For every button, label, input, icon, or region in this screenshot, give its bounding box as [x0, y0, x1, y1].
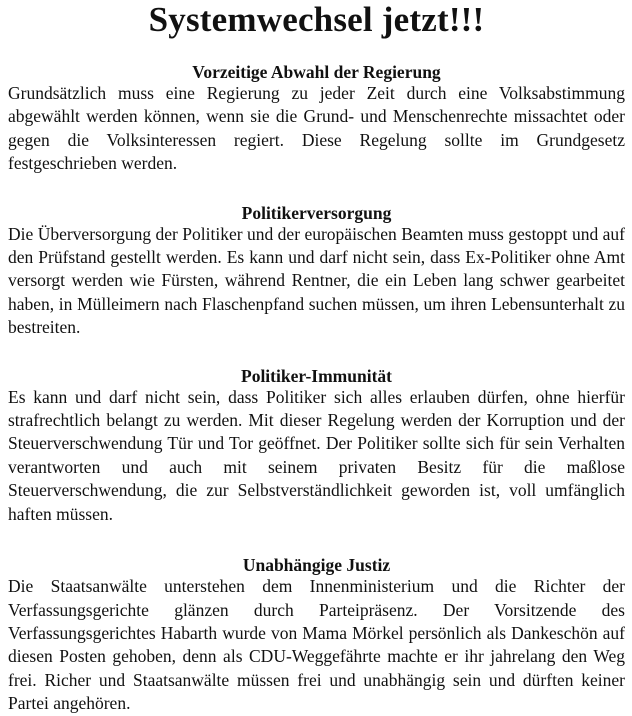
section-politikerversorgung	[8, 203, 625, 340]
section-paragraph: Grundsätzlich muss eine Regierung zu jeder Zeit durch eine Volksabstimmung abgewählt werden können, wenn sie die Grund- und Menschenrechte missachtet oder gegen die Volksinteressen regiert. Diese Regelung sollte im Grundgesetz festgeschrieben werden.	[8, 83, 625, 174]
section-heading: Politikerversorgung	[241, 202, 392, 223]
page-title: Systemwechsel jetzt!!!	[148, 0, 485, 39]
section-heading: Politiker-Immunität	[241, 365, 392, 386]
section-heading: Unabhängige Justiz	[242, 555, 391, 576]
section-paragraph: Die Überversorgung der Politiker und der europäischen Beamten muss gestoppt und auf den Prüfstand gestellt werden. Es kann und darf nicht sein, dass Ex-Politiker ohne Amt versorgt werden wie Fürsten, während Rentner, die ein Leben lang schwer gearbeitet haben, in Mülleimern nach Flaschenpfand suchen müssen, um ihren Lebensunterhalt zu bestreiten.	[8, 223, 625, 338]
section-politiker-immunitaet	[8, 366, 625, 526]
section-paragraph: Es kann und darf nicht sein, dass Politiker sich alles erlauben dürfen, ohne hierfür strafrechtlich belangt zu werden. Mit dieser Regelung werden der Korruption und der Steuerverschwendung Tür und Tor geöffnet. Der Politiker sollte sich für sein Verhalten verantworten und auch mit seinem privaten Besitz für die maßlose Steuerverschwendung, die zur Selbstverständlichkeit geworden ist, voll umfänglich haften müssen.	[8, 386, 625, 524]
section-paragraph: Die Staatsanwälte unterstehen dem Innenministerium und die Richter der Verfassungsgerichte glänzen durch Parteipräsenz. Der Vorsitzende des Verfassungsgerichtes Habarth wurde von Mama Mörkel persönlich als Dankeschön auf diesen Posten gehoben, denn als CDU-Weggefährte machte er ihr jahrelang den Weg frei. Richer und Staatsanwälte müssen frei und unabhängig sein und dürften keiner Partei angehören.	[8, 576, 625, 714]
section-vorzeitige-abwahl	[8, 62, 625, 176]
section-heading: Vorzeitige Abwahl der Regierung	[192, 62, 441, 82]
section-unabhaengige-justiz	[8, 555, 625, 715]
